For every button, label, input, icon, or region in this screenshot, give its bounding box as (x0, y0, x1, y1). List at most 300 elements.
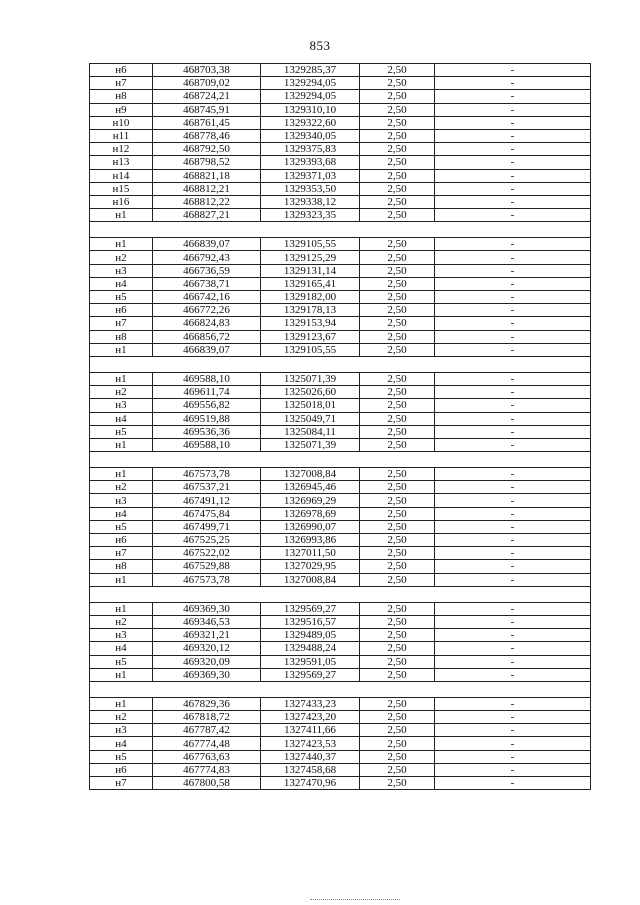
coordinates-table (89, 63, 591, 790)
point-id-cell: н1 (90, 668, 153, 681)
note-cell: - (435, 182, 591, 195)
y-coordinate-cell: 1325049,71 (261, 412, 360, 425)
point-id-cell: н4 (90, 642, 153, 655)
note-cell: - (435, 468, 591, 481)
x-coordinate-cell: 466736,59 (153, 264, 261, 277)
x-coordinate-cell: 469519,88 (153, 412, 261, 425)
note-cell: - (435, 103, 591, 116)
y-coordinate-cell: 1327008,84 (261, 468, 360, 481)
accuracy-cell: 2,50 (360, 777, 435, 790)
point-id-cell: н1 (90, 209, 153, 222)
point-id-cell: н1 (90, 573, 153, 586)
point-id-cell: н7 (90, 777, 153, 790)
y-coordinate-cell: 1327433,23 (261, 697, 360, 710)
y-coordinate-cell: 1326993,86 (261, 534, 360, 547)
x-coordinate-cell: 466738,71 (153, 277, 261, 290)
point-id-cell: н10 (90, 116, 153, 129)
point-id-cell: н3 (90, 399, 153, 412)
table-row (90, 129, 591, 142)
x-coordinate-cell: 467525,25 (153, 534, 261, 547)
note-cell: - (435, 129, 591, 142)
table-row (90, 520, 591, 533)
coordinates-table-body (90, 64, 591, 790)
point-id-cell: н7 (90, 547, 153, 560)
y-coordinate-cell: 1329105,55 (261, 343, 360, 356)
note-cell: - (435, 209, 591, 222)
accuracy-cell: 2,50 (360, 763, 435, 776)
note-cell: - (435, 425, 591, 438)
table-row (90, 438, 591, 451)
x-coordinate-cell: 468812,21 (153, 182, 261, 195)
accuracy-cell: 2,50 (360, 507, 435, 520)
accuracy-cell: 2,50 (360, 697, 435, 710)
note-cell: - (435, 602, 591, 615)
x-coordinate-cell: 468792,50 (153, 143, 261, 156)
point-id-cell: н1 (90, 438, 153, 451)
group-separator-row (90, 586, 591, 602)
group-separator-cell (90, 452, 591, 468)
accuracy-cell: 2,50 (360, 520, 435, 533)
y-coordinate-cell: 1329489,05 (261, 629, 360, 642)
x-coordinate-cell: 467800,58 (153, 777, 261, 790)
x-coordinate-cell: 469346,53 (153, 615, 261, 628)
y-coordinate-cell: 1327011,50 (261, 547, 360, 560)
point-id-cell: н8 (90, 90, 153, 103)
y-coordinate-cell: 1327029,95 (261, 560, 360, 573)
accuracy-cell: 2,50 (360, 90, 435, 103)
point-id-cell: н2 (90, 711, 153, 724)
x-coordinate-cell: 466856,72 (153, 330, 261, 343)
x-coordinate-cell: 468827,21 (153, 209, 261, 222)
y-coordinate-cell: 1329591,05 (261, 655, 360, 668)
y-coordinate-cell: 1329371,03 (261, 169, 360, 182)
x-coordinate-cell: 467763,63 (153, 750, 261, 763)
x-coordinate-cell: 468761,45 (153, 116, 261, 129)
accuracy-cell: 2,50 (360, 129, 435, 142)
note-cell: - (435, 547, 591, 560)
note-cell: - (435, 737, 591, 750)
x-coordinate-cell: 466792,43 (153, 251, 261, 264)
point-id-cell: н3 (90, 494, 153, 507)
table-row (90, 209, 591, 222)
x-coordinate-cell: 467537,21 (153, 481, 261, 494)
note-cell: - (435, 304, 591, 317)
table-row (90, 304, 591, 317)
point-id-cell: н7 (90, 77, 153, 90)
accuracy-cell: 2,50 (360, 534, 435, 547)
x-coordinate-cell: 467573,78 (153, 468, 261, 481)
note-cell: - (435, 251, 591, 264)
table-row (90, 277, 591, 290)
x-coordinate-cell: 469588,10 (153, 372, 261, 385)
y-coordinate-cell: 1329105,55 (261, 238, 360, 251)
note-cell: - (435, 343, 591, 356)
x-coordinate-cell: 469588,10 (153, 438, 261, 451)
accuracy-cell: 2,50 (360, 291, 435, 304)
x-coordinate-cell: 467774,83 (153, 763, 261, 776)
x-coordinate-cell: 469320,12 (153, 642, 261, 655)
table-row (90, 90, 591, 103)
table-row (90, 615, 591, 628)
y-coordinate-cell: 1329131,14 (261, 264, 360, 277)
accuracy-cell: 2,50 (360, 711, 435, 724)
note-cell: - (435, 64, 591, 77)
table-row (90, 629, 591, 642)
x-coordinate-cell: 466839,07 (153, 343, 261, 356)
point-id-cell: н8 (90, 330, 153, 343)
accuracy-cell: 2,50 (360, 481, 435, 494)
note-cell: - (435, 629, 591, 642)
y-coordinate-cell: 1329353,50 (261, 182, 360, 195)
accuracy-cell: 2,50 (360, 143, 435, 156)
x-coordinate-cell: 466772,26 (153, 304, 261, 317)
note-cell: - (435, 494, 591, 507)
y-coordinate-cell: 1325084,11 (261, 425, 360, 438)
table-row (90, 547, 591, 560)
accuracy-cell: 2,50 (360, 182, 435, 195)
accuracy-cell: 2,50 (360, 560, 435, 573)
x-coordinate-cell: 469536,36 (153, 425, 261, 438)
table-row (90, 412, 591, 425)
x-coordinate-cell: 466742,16 (153, 291, 261, 304)
point-id-cell: н14 (90, 169, 153, 182)
point-id-cell: н16 (90, 195, 153, 208)
x-coordinate-cell: 469556,82 (153, 399, 261, 412)
x-coordinate-cell: 469369,30 (153, 668, 261, 681)
y-coordinate-cell: 1329285,37 (261, 64, 360, 77)
group-separator-row (90, 356, 591, 372)
x-coordinate-cell: 467529,88 (153, 560, 261, 573)
accuracy-cell: 2,50 (360, 317, 435, 330)
table-row (90, 494, 591, 507)
point-id-cell: н11 (90, 129, 153, 142)
group-separator-cell (90, 586, 591, 602)
x-coordinate-cell: 468745,91 (153, 103, 261, 116)
table-row (90, 668, 591, 681)
accuracy-cell: 2,50 (360, 103, 435, 116)
point-id-cell: н9 (90, 103, 153, 116)
x-coordinate-cell: 466824,83 (153, 317, 261, 330)
accuracy-cell: 2,50 (360, 238, 435, 251)
x-coordinate-cell: 467787,42 (153, 724, 261, 737)
accuracy-cell: 2,50 (360, 573, 435, 586)
page-number: 853 (309, 38, 331, 53)
accuracy-cell: 2,50 (360, 372, 435, 385)
y-coordinate-cell: 1329153,94 (261, 317, 360, 330)
x-coordinate-cell: 467522,02 (153, 547, 261, 560)
y-coordinate-cell: 1329488,24 (261, 642, 360, 655)
table-row (90, 143, 591, 156)
note-cell: - (435, 668, 591, 681)
table-row (90, 560, 591, 573)
note-cell: - (435, 238, 591, 251)
y-coordinate-cell: 1329178,13 (261, 304, 360, 317)
table-row (90, 77, 591, 90)
accuracy-cell: 2,50 (360, 251, 435, 264)
accuracy-cell: 2,50 (360, 655, 435, 668)
accuracy-cell: 2,50 (360, 668, 435, 681)
table-row (90, 481, 591, 494)
x-coordinate-cell: 467818,72 (153, 711, 261, 724)
note-cell: - (435, 507, 591, 520)
y-coordinate-cell: 1326969,29 (261, 494, 360, 507)
point-id-cell: н5 (90, 750, 153, 763)
accuracy-cell: 2,50 (360, 602, 435, 615)
table-row (90, 737, 591, 750)
point-id-cell: н15 (90, 182, 153, 195)
y-coordinate-cell: 1329310,10 (261, 103, 360, 116)
accuracy-cell: 2,50 (360, 642, 435, 655)
point-id-cell: н6 (90, 763, 153, 776)
table-row (90, 534, 591, 547)
y-coordinate-cell: 1329323,35 (261, 209, 360, 222)
y-coordinate-cell: 1327423,53 (261, 737, 360, 750)
table-row (90, 169, 591, 182)
note-cell: - (435, 90, 591, 103)
point-id-cell: н6 (90, 304, 153, 317)
x-coordinate-cell: 469320,09 (153, 655, 261, 668)
accuracy-cell: 2,50 (360, 116, 435, 129)
table-row (90, 777, 591, 790)
y-coordinate-cell: 1325071,39 (261, 438, 360, 451)
point-id-cell: н1 (90, 372, 153, 385)
note-cell: - (435, 697, 591, 710)
note-cell: - (435, 143, 591, 156)
note-cell: - (435, 195, 591, 208)
y-coordinate-cell: 1329123,67 (261, 330, 360, 343)
point-id-cell: н8 (90, 560, 153, 573)
table-row (90, 697, 591, 710)
x-coordinate-cell: 467491,12 (153, 494, 261, 507)
table-row (90, 711, 591, 724)
x-coordinate-cell: 467573,78 (153, 573, 261, 586)
table-row (90, 386, 591, 399)
note-cell: - (435, 724, 591, 737)
y-coordinate-cell: 1329294,05 (261, 77, 360, 90)
point-id-cell: н1 (90, 468, 153, 481)
accuracy-cell: 2,50 (360, 343, 435, 356)
table-row (90, 264, 591, 277)
note-cell: - (435, 615, 591, 628)
note-cell: - (435, 156, 591, 169)
x-coordinate-cell: 468724,21 (153, 90, 261, 103)
point-id-cell: н3 (90, 264, 153, 277)
accuracy-cell: 2,50 (360, 615, 435, 628)
accuracy-cell: 2,50 (360, 494, 435, 507)
note-cell: - (435, 291, 591, 304)
note-cell: - (435, 317, 591, 330)
point-id-cell: н12 (90, 143, 153, 156)
table-row (90, 291, 591, 304)
y-coordinate-cell: 1325026,60 (261, 386, 360, 399)
point-id-cell: н5 (90, 520, 153, 533)
point-id-cell: н4 (90, 412, 153, 425)
table-row (90, 251, 591, 264)
point-id-cell: н1 (90, 238, 153, 251)
group-separator-row (90, 452, 591, 468)
point-id-cell: н2 (90, 615, 153, 628)
table-row (90, 468, 591, 481)
x-coordinate-cell: 468778,46 (153, 129, 261, 142)
table-row (90, 238, 591, 251)
accuracy-cell: 2,50 (360, 425, 435, 438)
table-row (90, 724, 591, 737)
y-coordinate-cell: 1329516,57 (261, 615, 360, 628)
note-cell: - (435, 399, 591, 412)
accuracy-cell: 2,50 (360, 412, 435, 425)
accuracy-cell: 2,50 (360, 629, 435, 642)
y-coordinate-cell: 1327470,96 (261, 777, 360, 790)
note-cell: - (435, 560, 591, 573)
table-row (90, 425, 591, 438)
y-coordinate-cell: 1326945,46 (261, 481, 360, 494)
table-row (90, 573, 591, 586)
y-coordinate-cell: 1329338,12 (261, 195, 360, 208)
table-row (90, 182, 591, 195)
x-coordinate-cell: 466839,07 (153, 238, 261, 251)
note-cell: - (435, 169, 591, 182)
group-separator-cell (90, 222, 591, 238)
accuracy-cell: 2,50 (360, 468, 435, 481)
table-row (90, 642, 591, 655)
note-cell: - (435, 750, 591, 763)
y-coordinate-cell: 1329393,68 (261, 156, 360, 169)
y-coordinate-cell: 1329294,05 (261, 90, 360, 103)
point-id-cell: н3 (90, 724, 153, 737)
table-row (90, 317, 591, 330)
accuracy-cell: 2,50 (360, 724, 435, 737)
y-coordinate-cell: 1326978,69 (261, 507, 360, 520)
note-cell: - (435, 777, 591, 790)
point-id-cell: н5 (90, 425, 153, 438)
table-row (90, 602, 591, 615)
accuracy-cell: 2,50 (360, 169, 435, 182)
x-coordinate-cell: 469321,21 (153, 629, 261, 642)
x-coordinate-cell: 469611,74 (153, 386, 261, 399)
note-cell: - (435, 412, 591, 425)
y-coordinate-cell: 1329375,83 (261, 143, 360, 156)
table-row (90, 655, 591, 668)
x-coordinate-cell: 468798,52 (153, 156, 261, 169)
y-coordinate-cell: 1325018,01 (261, 399, 360, 412)
coordinates-table-wrapper (89, 63, 590, 790)
point-id-cell: н1 (90, 343, 153, 356)
y-coordinate-cell: 1327008,84 (261, 573, 360, 586)
point-id-cell: н4 (90, 737, 153, 750)
note-cell: - (435, 438, 591, 451)
point-id-cell: н4 (90, 277, 153, 290)
table-row (90, 372, 591, 385)
x-coordinate-cell: 467499,71 (153, 520, 261, 533)
note-cell: - (435, 330, 591, 343)
scan-edge-mark (310, 899, 400, 901)
group-separator-cell (90, 681, 591, 697)
y-coordinate-cell: 1329569,27 (261, 602, 360, 615)
point-id-cell: н5 (90, 291, 153, 304)
x-coordinate-cell: 468709,02 (153, 77, 261, 90)
table-row (90, 343, 591, 356)
note-cell: - (435, 655, 591, 668)
point-id-cell: н6 (90, 64, 153, 77)
point-id-cell: н5 (90, 655, 153, 668)
point-id-cell: н1 (90, 602, 153, 615)
note-cell: - (435, 534, 591, 547)
table-row (90, 750, 591, 763)
y-coordinate-cell: 1327458,68 (261, 763, 360, 776)
accuracy-cell: 2,50 (360, 330, 435, 343)
note-cell: - (435, 711, 591, 724)
table-row (90, 507, 591, 520)
table-row (90, 330, 591, 343)
y-coordinate-cell: 1327423,20 (261, 711, 360, 724)
point-id-cell: н1 (90, 697, 153, 710)
note-cell: - (435, 763, 591, 776)
note-cell: - (435, 573, 591, 586)
x-coordinate-cell: 467475,84 (153, 507, 261, 520)
accuracy-cell: 2,50 (360, 77, 435, 90)
accuracy-cell: 2,50 (360, 386, 435, 399)
point-id-cell: н13 (90, 156, 153, 169)
table-row (90, 103, 591, 116)
note-cell: - (435, 642, 591, 655)
y-coordinate-cell: 1329165,41 (261, 277, 360, 290)
group-separator-row (90, 222, 591, 238)
note-cell: - (435, 77, 591, 90)
group-separator-row (90, 681, 591, 697)
x-coordinate-cell: 469369,30 (153, 602, 261, 615)
y-coordinate-cell: 1325071,39 (261, 372, 360, 385)
table-row (90, 116, 591, 129)
note-cell: - (435, 116, 591, 129)
point-id-cell: н7 (90, 317, 153, 330)
y-coordinate-cell: 1329182,00 (261, 291, 360, 304)
group-separator-cell (90, 356, 591, 372)
point-id-cell: н2 (90, 251, 153, 264)
accuracy-cell: 2,50 (360, 399, 435, 412)
accuracy-cell: 2,50 (360, 750, 435, 763)
table-row (90, 64, 591, 77)
x-coordinate-cell: 467774,48 (153, 737, 261, 750)
y-coordinate-cell: 1326990,07 (261, 520, 360, 533)
accuracy-cell: 2,50 (360, 438, 435, 451)
note-cell: - (435, 481, 591, 494)
note-cell: - (435, 372, 591, 385)
y-coordinate-cell: 1329125,29 (261, 251, 360, 264)
note-cell: - (435, 277, 591, 290)
table-row (90, 399, 591, 412)
y-coordinate-cell: 1327440,37 (261, 750, 360, 763)
y-coordinate-cell: 1329569,27 (261, 668, 360, 681)
table-row (90, 156, 591, 169)
y-coordinate-cell: 1329340,05 (261, 129, 360, 142)
note-cell: - (435, 386, 591, 399)
y-coordinate-cell: 1327411,66 (261, 724, 360, 737)
point-id-cell: н2 (90, 386, 153, 399)
note-cell: - (435, 520, 591, 533)
accuracy-cell: 2,50 (360, 277, 435, 290)
accuracy-cell: 2,50 (360, 264, 435, 277)
y-coordinate-cell: 1329322,60 (261, 116, 360, 129)
x-coordinate-cell: 467829,36 (153, 697, 261, 710)
table-row (90, 195, 591, 208)
x-coordinate-cell: 468812,22 (153, 195, 261, 208)
point-id-cell: н3 (90, 629, 153, 642)
note-cell: - (435, 264, 591, 277)
table-row (90, 763, 591, 776)
x-coordinate-cell: 468703,38 (153, 64, 261, 77)
point-id-cell: н6 (90, 534, 153, 547)
accuracy-cell: 2,50 (360, 737, 435, 750)
